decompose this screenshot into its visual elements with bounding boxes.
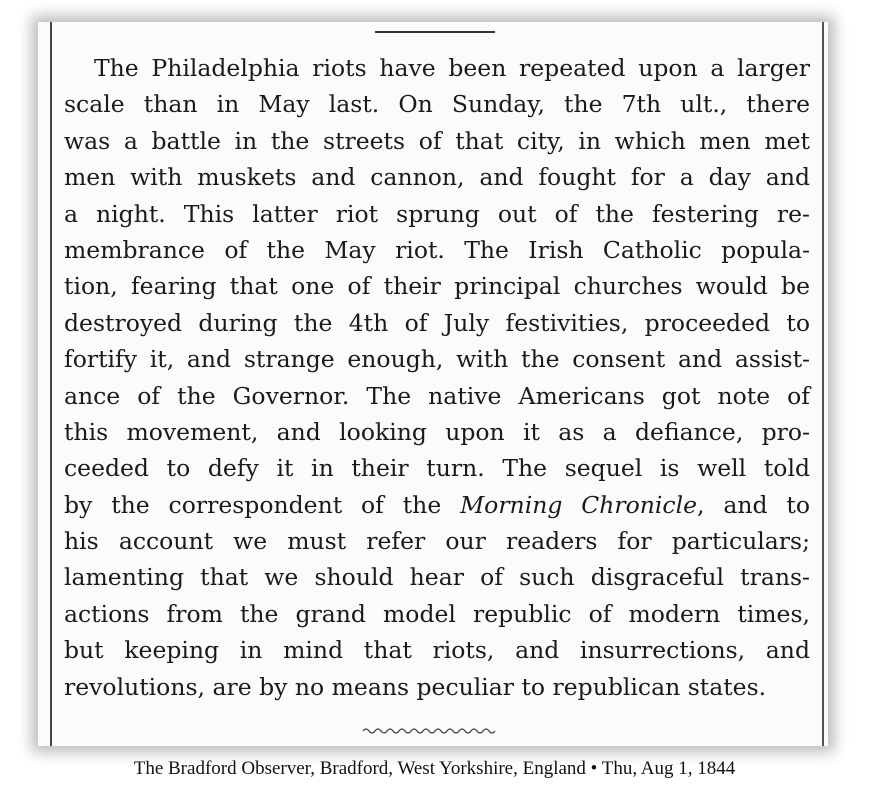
newspaper-clipping <box>38 22 828 746</box>
column-rule-right <box>822 22 824 746</box>
newspaper-title-italic: Morning Chronicle <box>460 490 697 519</box>
article-text <box>64 50 810 705</box>
article-line: The Philadelphia riots have been repeated upon a larger <box>94 54 810 82</box>
article-line: actions from the grand model republic of modern times, <box>64 599 810 628</box>
article-line: men with muskets and cannon, and fought for a day and <box>64 163 810 192</box>
decorative-squiggle-divider <box>361 726 501 736</box>
article-line: tion, fearing that one of their principal churches would be <box>64 272 810 301</box>
article-line: but keeping in mind that riots, and insurrections, and <box>64 636 810 665</box>
article-line: ceeded to defy it in their turn. The sequel is well told <box>64 454 810 483</box>
source-caption: The Bradford Observer, Bradford, West Yorkshire, England • Thu, Aug 1, 1844 <box>133 758 736 779</box>
section-divider-top <box>375 31 495 33</box>
article-line: this movement, and looking upon it as a defiance, pro- <box>64 417 810 446</box>
article-line: scale than in May last. On Sunday, the 7th ult., there <box>64 90 810 119</box>
column-rule-left <box>50 22 52 746</box>
article-line: his account we must refer our readers for particulars; <box>64 527 810 556</box>
article-line: fortify it, and strange enough, with the consent and assist- <box>64 345 810 374</box>
article-line <box>64 487 810 523</box>
article-line: membrance of the May riot. The Irish Catholic popula- <box>64 235 810 264</box>
article-line: lamenting that we should hear of such disgraceful trans- <box>64 563 810 592</box>
article-line: was a battle in the streets of that city, in which men met <box>64 126 810 155</box>
article-line-text: , and to <box>697 490 810 519</box>
article-line: a night. This latter riot sprung out of the festering re- <box>64 199 810 228</box>
article-line: revolutions, are by no means peculiar to republican states. <box>64 672 767 701</box>
article-line: ance of the Governor. The native Americans got note of <box>64 381 810 410</box>
article-line: destroyed during the 4th of July festivities, proceeded to <box>64 308 810 337</box>
article-line-text: by the correspondent of the <box>64 490 461 519</box>
